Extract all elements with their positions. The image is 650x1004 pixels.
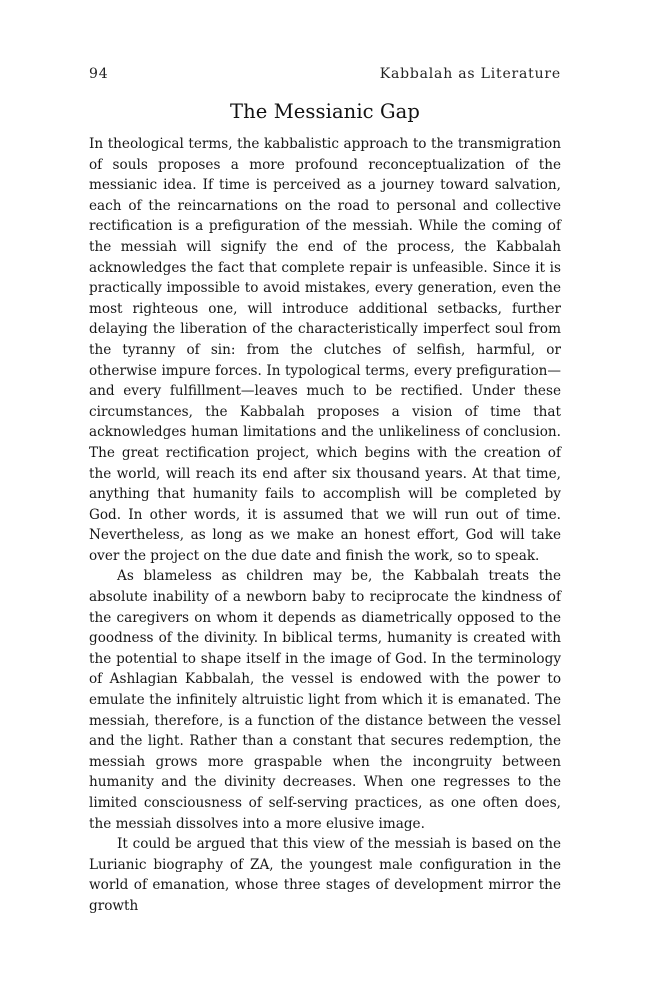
section-title: The Messianic Gap (230, 100, 420, 123)
paragraph-2: As blameless as children may be, the Kabbalah treats the absolute inability of a newborn baby to reciprocate the kindness of the caregivers on whom it depends as diametrically opposed to the goodness of the divinity. In biblical terms, humanity is created with the potential to shape itself in the image of God. In the terminology of Ashlagian Kabbalah, the vessel is endowed with the power to emulate the infinitely altruistic light from which it is emanated. The messiah, therefore, is a function of the distance between the vessel and the light. Rather than a constant that secures redemption, the messiah grows more graspable when the incongruity between humanity and the divinity decreases. When one regresses to the limited consciousness of self-serving practices, as one often does, the messiah dissolves into a more elusive image. (89, 568, 561, 832)
paragraph-1: In theological terms, the kabbalistic approach to the transmigration of souls proposes a more profound reconceptualization of the messianic idea. If time is perceived as a journey toward salvation, each of the reincarnations on the road to personal and collective rectification is a prefiguration of the messiah. While the coming of the messiah will signify the end of the process, the Kabbalah acknowledges the fact that complete repair is unfeasible. Since it is practically impossible to avoid mistakes, every generation, even the most righteous one, will introduce additional setbacks, further delaying the liberation of the characteristically imperfect soul from the tyranny of sin: from the clutches of selfish, harmful, or otherwise impure forces. In typological terms, every prefiguration—and every fulfillment—leaves much to be rectified. Under these circumstances, the Kabbalah proposes a vision of time that acknowledges human limitations and the unlikeliness of conclusion. The great rectification project, which begins with the creation of the world, will reach its end after six thousand years. At that time, anything that humanity fails to accomplish will be completed by God. In other words, it is assumed that we will run out of time. Nevertheless, as long as we make an honest effort, God will take over the project on the due date and finish the work, so to speak. (89, 136, 561, 564)
running-title: Kabbalah as Literature (379, 66, 561, 82)
running-head (89, 66, 561, 86)
paragraph-3: It could be argued that this view of the messiah is based on the Lurianic biography of ZA, the youngest male configuration in the world of emanation, whose three stages of development mirror the growth (89, 836, 561, 914)
page-number: 94 (89, 66, 109, 82)
body-text (89, 134, 561, 917)
